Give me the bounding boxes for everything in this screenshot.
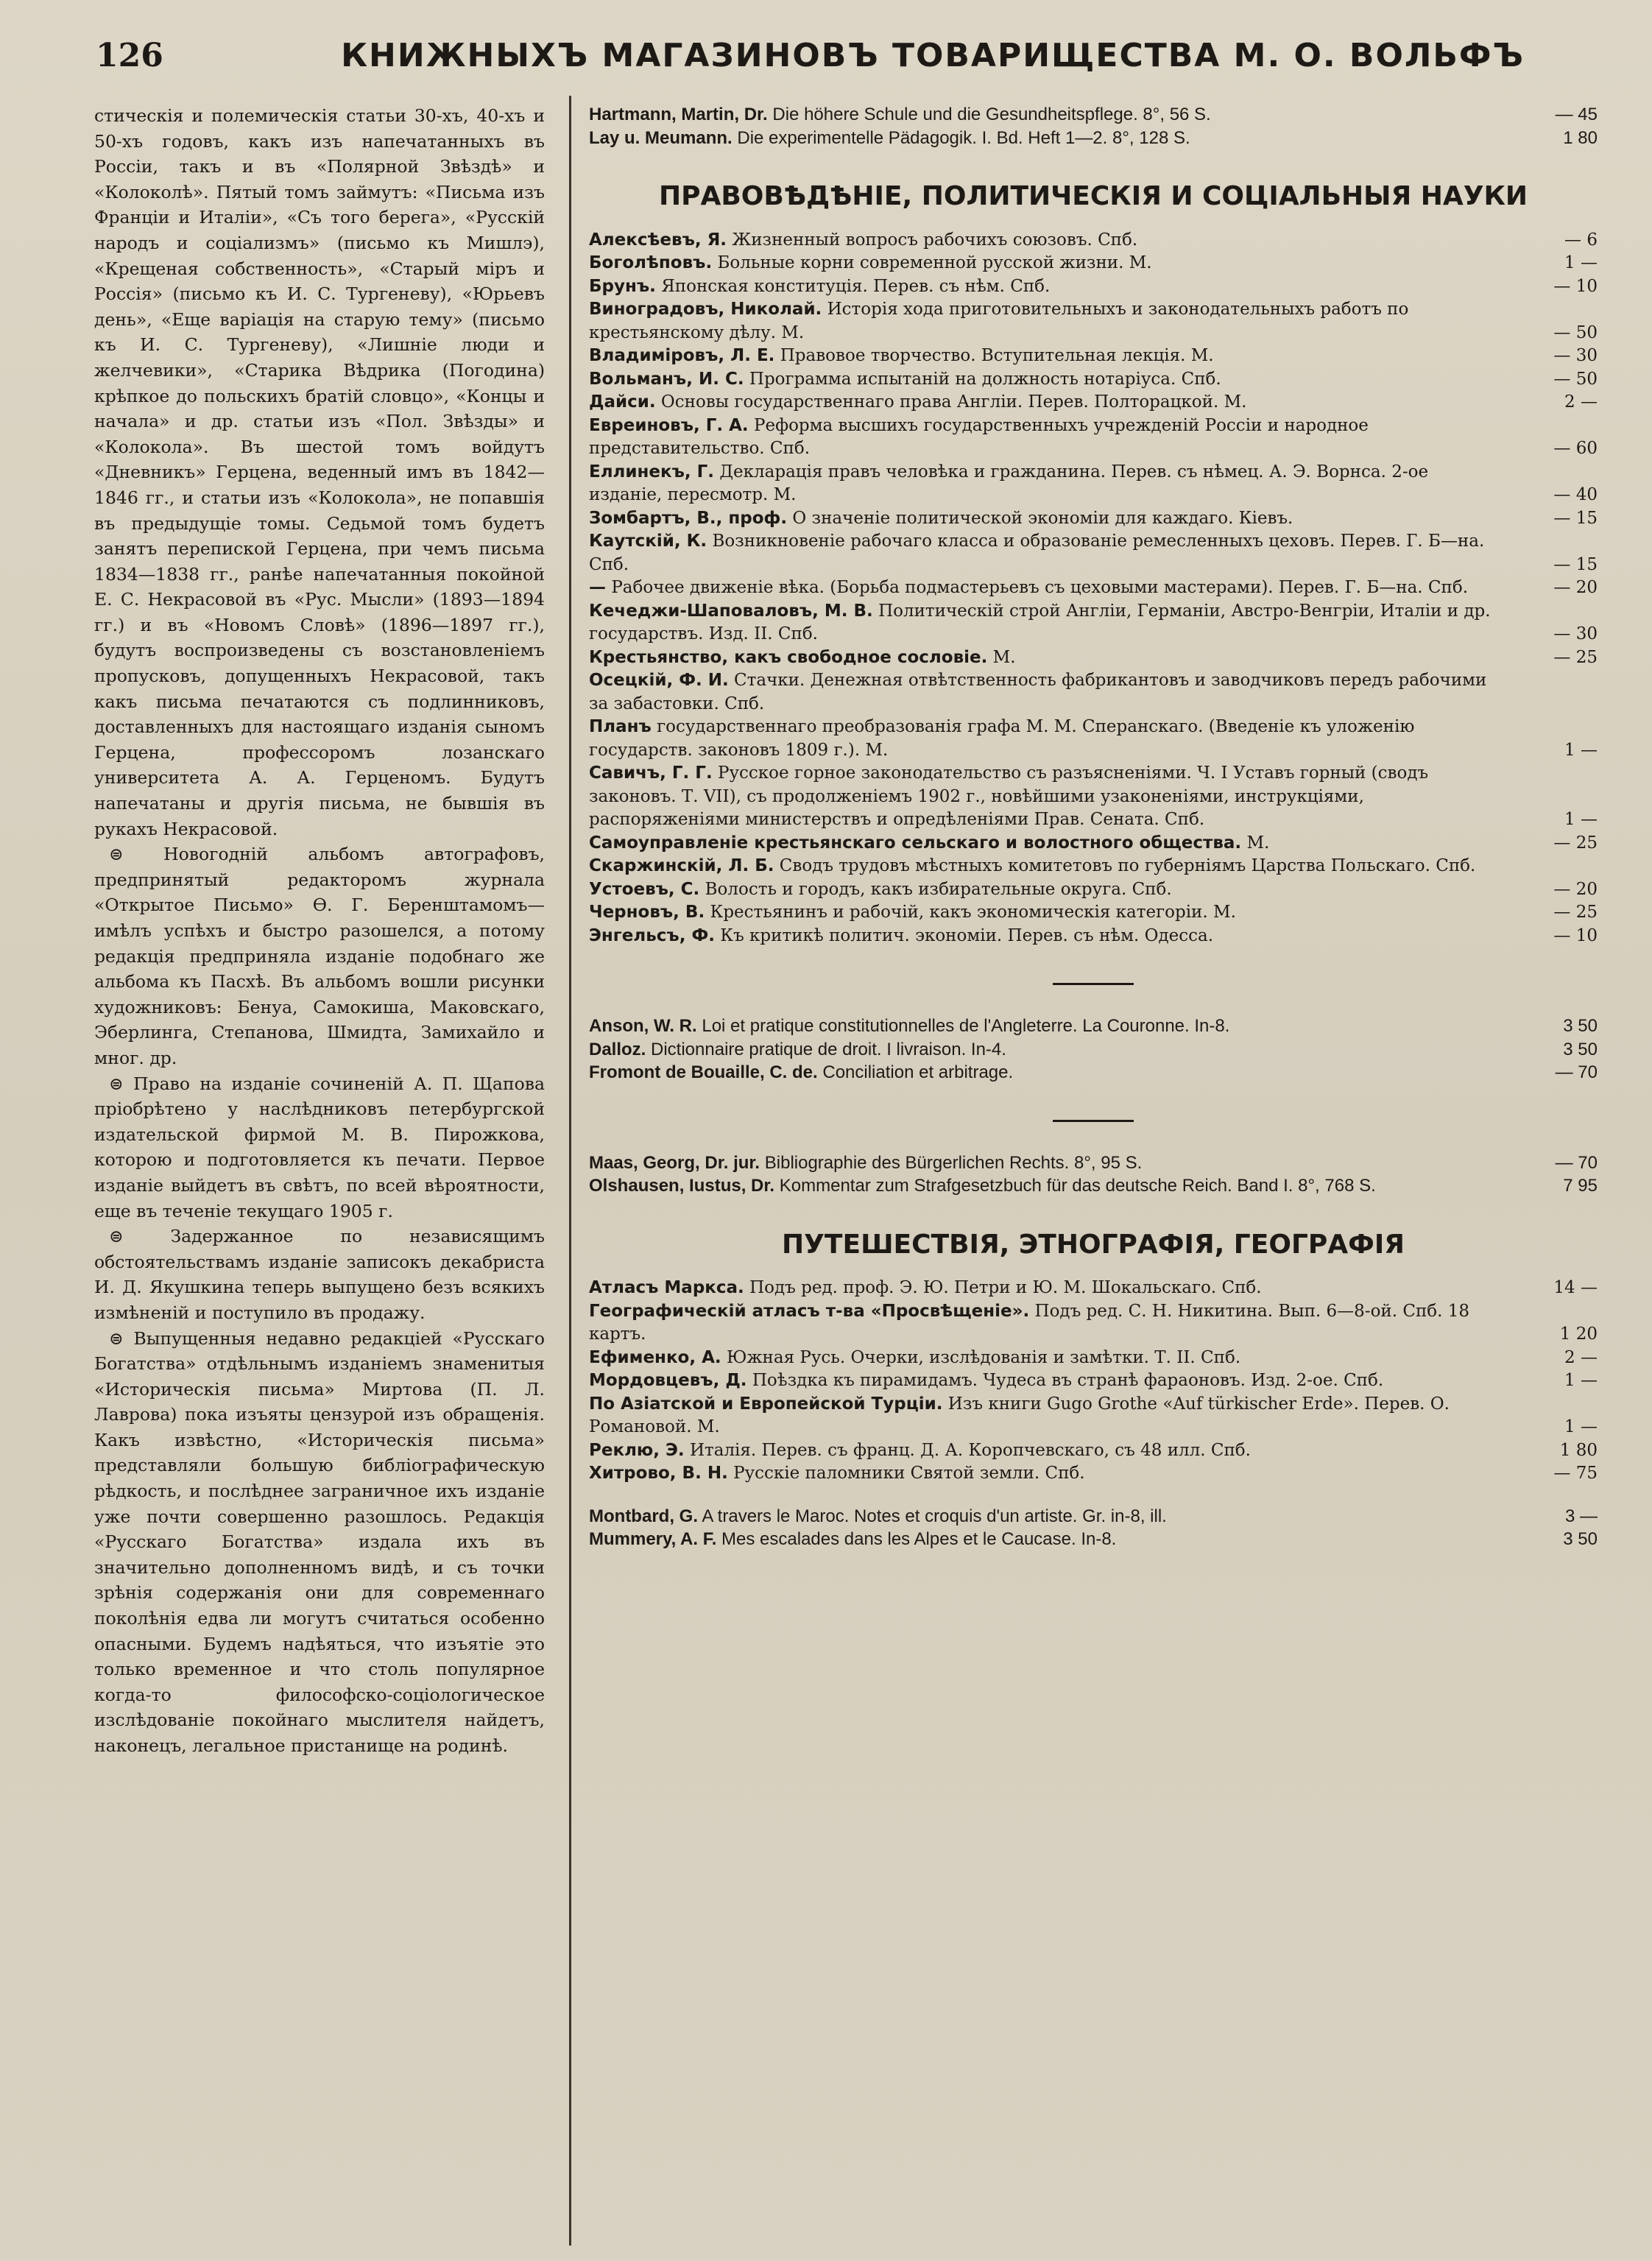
pedagogy-entries — [589, 103, 1598, 149]
page-number: 126 — [96, 36, 163, 74]
catalog-entry — [589, 530, 1598, 576]
entry-price: 1 — — [1564, 740, 1598, 760]
entry-author: Hartmann, Martin, Dr. — [589, 105, 768, 124]
entry-price: — 40 — [1553, 485, 1598, 504]
entry-price: — 20 — [1553, 879, 1598, 899]
entry-price: — 10 — [1553, 276, 1598, 296]
entry-title: Bibliographie des Bürgerlichen Rechts. 8°, 95 S. — [764, 1152, 1143, 1173]
entry-title: Къ критикѣ политич. экономіи. Перев. съ нѣм. Одесса. — [720, 925, 1214, 945]
entry-author: Самоуправленіе крестьянскаго сельскаго и волостного общества. — [589, 833, 1242, 853]
entry-title: Жизненный вопросъ рабочихъ союзовъ. Спб. — [732, 230, 1138, 250]
entry-price: 1 20 — [1559, 1324, 1598, 1344]
entry-title: М. — [1246, 833, 1270, 853]
entry-author: Хитрово, В. Н. — [589, 1464, 728, 1483]
entry-title: Die höhere Schule und die Gesundheitspflege. 8°, 56 S. — [772, 105, 1211, 124]
catalog-entry — [589, 878, 1598, 902]
catalog-entry — [589, 646, 1598, 670]
entry-title: Kommentar zum Strafgesetzbuch für das deutsche Reich. Band I. 8°, 768 S. — [779, 1176, 1376, 1196]
entry-author: Вольманъ, И. С. — [589, 369, 744, 389]
catalog-entry — [589, 229, 1598, 253]
entry-title: Conciliation et arbitrage. — [822, 1062, 1014, 1082]
entry-author: Реклю, Э. — [589, 1440, 685, 1460]
entry-title: государственнаго преобразованія графа М. М. Сперанскаго. (Введеніе къ уложенію государств. законовъ 1809 г.). М. — [589, 717, 1415, 760]
catalog-entry — [589, 1300, 1598, 1347]
entry-author: Осецкій, Ф. И. — [589, 671, 729, 690]
catalog-entry — [589, 507, 1598, 531]
entry-title: Сводъ трудовъ мѣстныхъ комитетовъ по губерніямъ Царства Польскаго. Спб. — [779, 856, 1476, 875]
news-paragraph: ⊜ Новогодній альбомъ автографовъ, предпринятый редакторомъ журнала «Открытое Письмо» Ѳ. Г. Беренштамомъ—имѣлъ успѣхъ и быстро разошелся, а потому редакція предприняла изданіе подобнаго же альбома къ Пасхѣ. Въ альбомъ вошли рисунки художниковъ: Бенуа, Самокиша, Маковскаго, Эберлинга, Степанова, Шмидта, Замихайло и мног. др. — [94, 844, 545, 1068]
entry-price: 2 — — [1564, 392, 1598, 412]
entry-price: 3 — — [1564, 1506, 1598, 1526]
entry-title: Русскіе паломники Святой земли. Спб. — [733, 1464, 1085, 1483]
entry-title: Южная Русь. Очерки, изслѣдованія и замѣтки. Т. II. Спб. — [726, 1347, 1241, 1367]
entry-author: Черновъ, В. — [589, 903, 705, 922]
entry-price: 2 — — [1564, 1347, 1598, 1367]
entry-author: Виноградовъ, Николай. — [589, 300, 822, 319]
entry-title: Стачки. Денежная отвѣтственность фабрикантовъ и заводчиковъ передъ рабочими за забастовки. Спб. — [589, 671, 1487, 713]
entry-price: 7 95 — [1563, 1176, 1598, 1196]
entry-author: Кечеджи-Шаповаловъ, М. В. — [589, 601, 873, 621]
column-rule — [569, 96, 571, 2246]
entry-author: Алексѣевъ, Я. — [589, 230, 727, 250]
law-german-entries — [589, 1151, 1598, 1198]
entry-price: — 25 — [1553, 903, 1598, 922]
entry-author: Планъ — [589, 717, 652, 736]
entry-author: — — [589, 578, 606, 597]
news-column — [94, 103, 545, 2238]
entry-title: Италія. Перев. съ франц. Д. А. Коропчевскаго, съ 48 илл. Спб. — [689, 1440, 1251, 1460]
catalog-entry — [589, 901, 1598, 925]
entry-price: — 60 — [1553, 439, 1598, 458]
entry-title: Волость и городъ, какъ избирательные округа. Спб. — [705, 879, 1172, 899]
catalog-entry — [589, 415, 1598, 461]
catalog-entry — [589, 368, 1598, 392]
entry-author: Атласъ Маркса. — [589, 1278, 744, 1297]
entry-title: Возникновеніе рабочаго класса и образованіе ремесленныхъ цеховъ. Перев. Г. Б—на. Спб. — [589, 532, 1485, 574]
entry-author: Dalloz. — [589, 1039, 646, 1059]
entry-author: Географическій атласъ т-ва «Просвѣщеніе». — [589, 1301, 1030, 1321]
entry-price: — 45 — [1555, 105, 1598, 124]
entry-price: — 15 — [1553, 508, 1598, 528]
catalog-entry — [589, 1015, 1598, 1038]
entry-author: Еллинекъ, Г. — [589, 462, 715, 482]
entry-author: Боголѣповъ. — [589, 253, 713, 272]
entry-title: Правовое творчество. Вступительная лекція. М. — [780, 346, 1214, 365]
entry-title: Основы государственнаго права Англіи. Перев. Полторацкой. М. — [660, 392, 1247, 412]
entry-author: Владиміровъ, Л. Е. — [589, 346, 775, 365]
entry-title: М. — [992, 647, 1016, 667]
catalog-entry — [589, 461, 1598, 507]
news-paragraph: ⊜ Задержанное по независящимъ обстоятельствамъ изданіе записокъ декабриста И. Д. Якушкина теперь выпущено безъ всякихъ измѣненій и поступило въ продажу. — [94, 1226, 545, 1323]
catalog-entry — [589, 1277, 1598, 1300]
catalog-entry — [589, 1369, 1598, 1393]
entry-author: Olshausen, Iustus, Dr. — [589, 1176, 775, 1196]
entry-author: Зомбартъ, В., проф. — [589, 508, 788, 528]
catalog-entry — [589, 1528, 1598, 1551]
catalog-entry — [589, 103, 1598, 127]
entry-price: — 30 — [1553, 346, 1598, 365]
catalog-entry — [589, 298, 1598, 345]
entry-price: — 25 — [1553, 647, 1598, 667]
entry-price: 1 80 — [1563, 127, 1598, 148]
entry-price: — 70 — [1555, 1152, 1598, 1173]
entry-price: — 25 — [1553, 833, 1598, 853]
entry-author: Крестьянство, какъ свободное сословіе. — [589, 647, 988, 667]
catalog-entry — [589, 1393, 1598, 1439]
entry-title: Русское горное законодательство съ разъясненіями. Ч. I Уставъ горный (сводъ законовъ. Т. VII), съ продолженіемъ 1902 г., новѣйшими узаконеніями, инструкціями, распоряженіями министерствъ и опредѣленіями Прав. Сената. Спб. — [589, 763, 1429, 829]
entry-author: Брунъ. — [589, 276, 656, 296]
entry-price: 3 50 — [1563, 1016, 1598, 1036]
catalog-entry — [589, 669, 1598, 716]
entry-price: 1 — — [1564, 253, 1598, 272]
catalog-entry — [589, 1462, 1598, 1486]
catalog-entry — [589, 391, 1598, 415]
catalog-entry — [589, 716, 1598, 762]
catalog-entry — [589, 1439, 1598, 1463]
entry-author: По Азіатской и Европейской Турціи. — [589, 1394, 943, 1414]
entry-author: Дайси. — [589, 392, 656, 412]
entry-author: Ефименко, А. — [589, 1347, 721, 1367]
entry-price: — 6 — [1564, 230, 1598, 250]
entry-author: Anson, W. R. — [589, 1016, 697, 1036]
catalog-column — [589, 103, 1598, 2238]
travel-entries — [589, 1277, 1598, 1486]
news-paragraph: ⊜ Выпущенныя недавно редакціей «Русскаго Богатства» отдѣльнымъ изданіемъ знаменитыя «Историческія письма» Миртова (П. Л. Лаврова) пока изъяты цензурой изъ обращенія. Какъ извѣстно, «Историческія письма» представляли большую библіографическую рѣдкость, и послѣднее заграничное ихъ изданіе уже почти совершенно разошлось. Редакція «Русскаго Богатства» издала ихъ въ значительно дополненномъ видѣ, и съ точки зрѣнія содержанія они для современнаго поколѣнія едва ли могутъ считаться особенно опасными. Будемъ надѣяться, что изъятіе это только временное и что столь популярное когда-то философско-соціологическое изслѣдованіе покойнаго мыслителя найдетъ, наконецъ, легальное пристанище на родинѣ. — [94, 1327, 545, 1756]
entry-author: Maas, Georg, Dr. jur. — [589, 1152, 760, 1173]
catalog-entry — [589, 1347, 1598, 1370]
entry-price: — 20 — [1553, 578, 1598, 597]
entry-title: Больные корни современной русской жизни. М. — [717, 253, 1152, 272]
entry-price: 3 50 — [1563, 1529, 1598, 1549]
entry-author: Fromont de Bouaille, C. de. — [589, 1062, 818, 1082]
entry-price: — 50 — [1553, 369, 1598, 389]
entry-author: Lay u. Meumann. — [589, 127, 733, 148]
entry-price: 1 — — [1564, 810, 1598, 829]
entry-title: Loi et pratique constitutionnelles de l'Angleterre. La Couronne. In-8. — [702, 1016, 1230, 1036]
entry-price: 1 80 — [1559, 1440, 1598, 1460]
entry-price: — 10 — [1553, 925, 1598, 945]
entry-title: Поѣздка къ пирамидамъ. Чудеса въ странѣ фараоновъ. Изд. 2-ое. Спб. — [752, 1371, 1384, 1390]
section-divider — [1053, 1120, 1134, 1122]
spacer — [589, 1486, 1598, 1505]
entry-price: — 50 — [1553, 322, 1598, 342]
catalog-entry — [589, 127, 1598, 150]
entry-title: Крестьянинъ и рабочій, какъ экономическія категоріи. М. — [710, 903, 1236, 922]
entry-price: — 15 — [1553, 554, 1598, 574]
entry-price: — 70 — [1555, 1062, 1598, 1082]
law-entries — [589, 229, 1598, 948]
entry-author: Евреиновъ, Г. А. — [589, 415, 749, 435]
entry-price: — 75 — [1553, 1464, 1598, 1483]
entry-author: Mummery, A. F. — [589, 1529, 717, 1549]
entry-title: Mes escalades dans les Alpes et le Caucase. In-8. — [721, 1529, 1117, 1549]
entry-title: Подъ ред. проф. Э. Ю. Петри и Ю. М. Шокальскаго. Спб. — [749, 1278, 1262, 1297]
catalog-entry — [589, 275, 1598, 299]
catalog-entry — [589, 832, 1598, 856]
entry-author: Мордовцевъ, Д. — [589, 1371, 747, 1390]
entry-title: Программа испытаній на должность нотаріуса. Спб. — [749, 369, 1221, 389]
entry-title: Рабочее движеніе вѣка. (Борьба подмастерьевъ съ цеховыми мастерами). Перев. Г. Б—на. Спб. — [611, 578, 1469, 597]
entry-title: Dictionnaire pratique de droit. I livraison. In-4. — [651, 1039, 1006, 1059]
entry-author: Устоевъ, С. — [589, 879, 700, 899]
entry-title: О значеніе политической экономіи для каждаго. Кіевъ. — [792, 508, 1293, 528]
catalog-entry — [589, 1151, 1598, 1175]
section-divider — [1053, 983, 1134, 985]
catalog-entry — [589, 1174, 1598, 1198]
news-paragraph: ⊜ Право на изданіе сочиненій А. П. Щапова пріобрѣтено у наслѣдниковъ петербургской издательской фирмой М. В. Пирожкова, которою и подготовляется къ печати. Первое изданіе выйдетъ въ свѣтъ, по всей вѣроятности, еще въ теченіе текущаго 1905 г. — [94, 1073, 545, 1221]
entry-price: 14 — — [1553, 1278, 1598, 1297]
entry-author: Савичъ, Г. Г. — [589, 763, 713, 783]
travel-french-entries — [589, 1505, 1598, 1551]
catalog-entry — [589, 925, 1598, 948]
entry-price: 3 50 — [1563, 1039, 1598, 1059]
catalog-entry — [589, 855, 1598, 878]
section-title-travel: ПУТЕШЕСТВІЯ, ЭТНОГРАФІЯ, ГЕОГРАФІЯ — [782, 1229, 1405, 1260]
entry-title: Die experimentelle Pädagogik. I. Bd. Heft 1—2. 8°, 128 S. — [737, 127, 1190, 148]
entry-author: Montbard, G. — [589, 1506, 698, 1526]
catalog-entry — [589, 1061, 1598, 1084]
news-paragraph: стическія и полемическія статьи 30-хъ, 40-хъ и 50-хъ годовъ, какъ изъ напечатанныхъ въ Россіи, такъ и въ «Полярной Звѣздѣ» и «Колоколѣ». Пятый томъ займутъ: «Письма изъ Франціи и Италіи», «Съ того берега», «Русскій народъ и соціализмъ» (письмо къ Мишлэ), «Крещеная собственность», «Старый міръ и Россія» (письмо къ И. С. Тургеневу), «Юрьевъ день», «Еще варіація на старую тему» (письмо къ И. С. Тургеневу), «Лишніе люди и желчевики», «Старика Вѣдрика (Погодина) крѣпкое до польскихъ братій словцо», «Концы и начала» и др. статьи изъ «Пол. Звѣзды» и «Колокола». Въ шестой томъ войдутъ «Дневникъ» Герцена, веденный имъ въ 1842—1846 гг., и статьи изъ «Колокола», не попавшія въ предыдущіе томы. Седьмой томъ будетъ занятъ перепиской Герцена, при чемъ письма 1834—1838 гг., ранѣе напечатанныя покойной Е. С. Некрасовой въ «Рус. Мысли» (1893—1894 гг.) и въ «Новомъ Словѣ» (1896—1897 гг.), будутъ воспроизведены съ возстановленіемъ пропусковъ, допущенныхъ Некрасовой, такъ какъ письма печатаются съ подлинниковъ, доставленныхъ для настоящаго изданія сыномъ Герцена, профессоромъ лозанскаго университета А. А. Герценомъ. Будутъ напечатаны и другія письма, не бывшія въ рукахъ Некрасовой. — [94, 105, 545, 839]
catalog-entry — [589, 252, 1598, 275]
entry-title: Декларація правъ человѣка и гражданина. Перев. съ нѣмец. А. Э. Ворнса. 2-ое изданіе, пересмотр. М. — [589, 462, 1429, 504]
entry-price: — 30 — [1553, 624, 1598, 643]
catalog-entry — [589, 576, 1598, 600]
catalog-entry — [589, 345, 1598, 368]
entry-author: Энгельсъ, Ф. — [589, 925, 715, 945]
entry-title: Исторія хода приготовительныхъ и законодательныхъ работъ по крестьянскому дѣлу. М. — [589, 300, 1409, 342]
entry-title: Японская конституція. Перев. съ нѣм. Спб. — [661, 276, 1051, 296]
page-header — [96, 29, 1608, 81]
entry-title: Реформа высшихъ государственныхъ учрежденій Россіи и народное представительство. Спб. — [589, 415, 1369, 458]
entry-title: Политическій строй Англіи, Германіи, Австро-Венгріи, Италіи и др. государствъ. Изд. II. Спб. — [589, 601, 1491, 643]
section-title-law: ПРАВОВѢДѢНІЕ, ПОЛИТИЧЕСКІЯ И СОЦІАЛЬНЫЯ НАУКИ — [658, 181, 1528, 211]
entry-title: A travers le Maroc. Notes et croquis d'un artiste. Gr. in-8, ill. — [702, 1506, 1167, 1526]
entry-price: 1 — — [1564, 1417, 1598, 1436]
entry-title: Изъ книги Gugo Grothe «Auf türkischer Erde». Перев. О. Романовой. М. — [589, 1394, 1450, 1436]
catalog-entry — [589, 762, 1598, 832]
catalog-entry — [589, 600, 1598, 646]
law-french-entries — [589, 1015, 1598, 1084]
entry-title: Подъ ред. С. Н. Никитина. Вып. 6—8-ой. Спб. 18 картъ. — [589, 1301, 1470, 1344]
entry-author: Каутскій, К. — [589, 532, 707, 551]
catalog-entry — [589, 1038, 1598, 1062]
running-title: КНИЖНЫХЪ МАГАЗИНОВЪ ТОВАРИЩЕСТВА М. О. ВОЛЬФЪ — [341, 36, 1525, 74]
entry-author: Скаржинскій, Л. Б. — [589, 856, 774, 875]
entry-price: 1 — — [1564, 1371, 1598, 1390]
catalog-entry — [589, 1505, 1598, 1528]
